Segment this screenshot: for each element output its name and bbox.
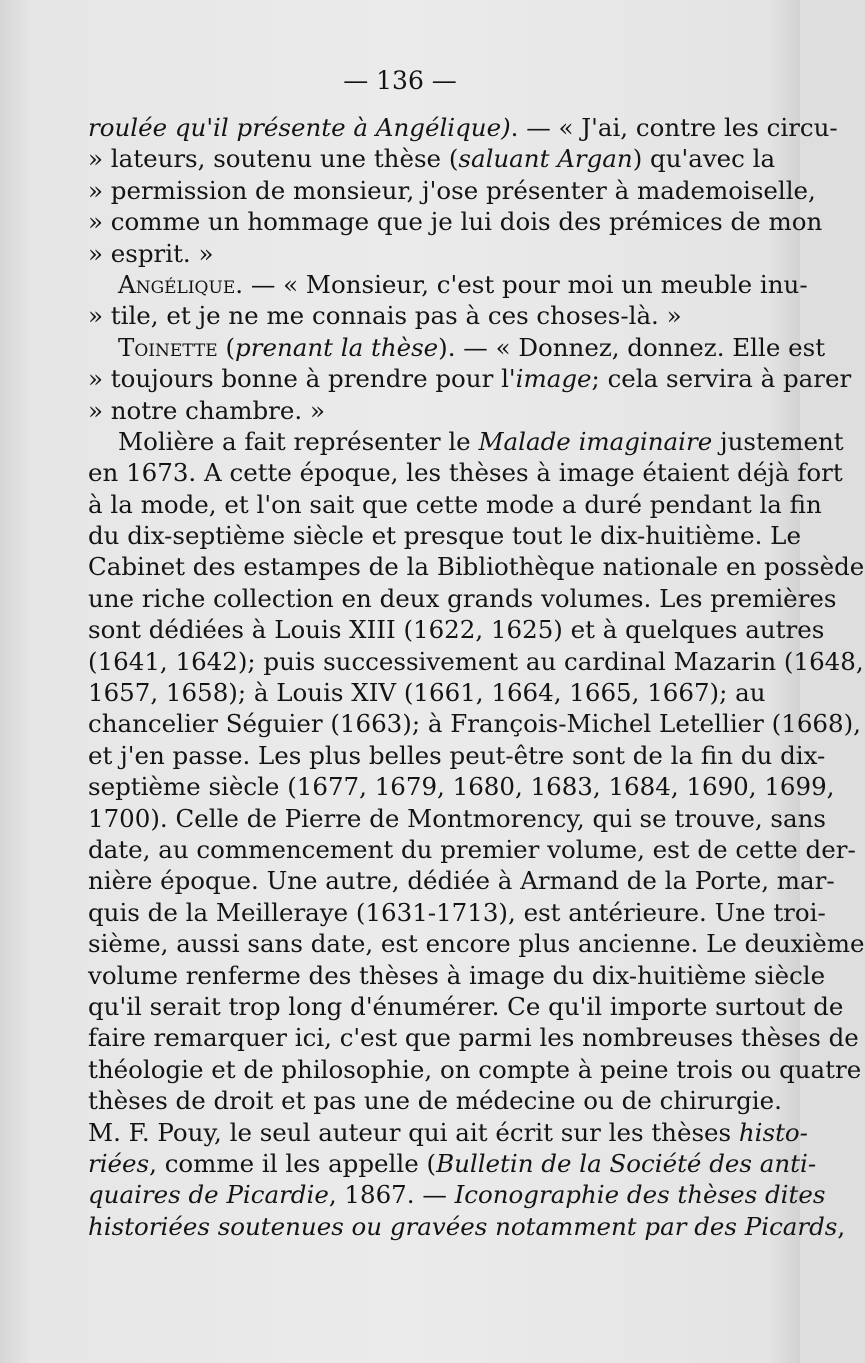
text-line <box>88 395 710 426</box>
text-span: (1641, 1642); puis successivement au cardinal Mazarin (1648, <box>88 646 864 676</box>
text-span: qu'il serait trop long d'énumérer. Ce qu'il importe surtout de <box>88 991 844 1021</box>
italic-text: roulée qu'il présente à Angélique) <box>88 113 511 142</box>
text-line <box>88 332 826 363</box>
text-line <box>88 1179 826 1210</box>
text-span: en 1673. A cette époque, les thèses à image étaient déjà fort <box>88 458 843 488</box>
text-span: une riche collection en deux grands volumes. Les premières <box>88 583 837 613</box>
text-span: 1657, 1658); à Louis XIV (1661, 1664, 1665, 1667); au <box>88 678 766 708</box>
text-span: » tile, et je ne me connais pas à ces choses-là. » <box>88 301 682 331</box>
text-line <box>88 551 865 582</box>
text-span: date, au commencement du premier volume, est de cette der- <box>88 834 856 864</box>
italic-text: prenant la thèse <box>235 332 439 362</box>
text-span: . — « J'ai, contre les circu- <box>510 113 838 142</box>
text-line <box>88 740 826 771</box>
text-span: » comme un hommage que je lui dois des prémices de mon <box>88 207 823 237</box>
text-line <box>88 646 864 677</box>
text-span: à la mode, et l'on sait que cette mode a duré pendant la fin <box>88 489 822 519</box>
text-span: sième, aussi sans date, est encore plus ancienne. Le deuxième <box>88 929 865 959</box>
text-line <box>88 238 710 269</box>
text-span: M. F. Pouy, le seul auteur qui ait écrit sur les thèses <box>88 1117 739 1147</box>
text-span: ( <box>217 332 236 362</box>
text-line <box>88 300 710 331</box>
text-line <box>88 771 835 802</box>
page-number: — 136 — <box>343 66 457 95</box>
speaker-name: Angélique <box>118 269 236 299</box>
text-span: Molière a fait représenter le <box>118 426 479 456</box>
italic-text: histo- <box>738 1117 808 1147</box>
italic-text: riées <box>88 1148 150 1178</box>
text-span: ). — « Donnez, donnez. Elle est <box>438 332 826 362</box>
text-span: théologie et de philosophie, on compte à peine trois ou quatre <box>88 1054 862 1084</box>
text-span: » toujours bonne à prendre pour l' <box>88 364 516 394</box>
text-line <box>88 457 843 488</box>
text-span: chancelier Séguier (1663); à François-Michel Letellier (1668), <box>88 709 861 739</box>
text-line <box>88 1022 859 1053</box>
text-line <box>88 803 826 834</box>
body-text <box>88 112 865 1242</box>
text-span: , <box>837 1211 846 1241</box>
text-line <box>88 175 816 206</box>
text-line <box>88 1085 782 1116</box>
text-line <box>88 614 825 645</box>
text-span: thèses de droit et pas une de médecine ou de chirurgie. <box>88 1086 782 1116</box>
text-span: » lateurs, soutenu une thèse ( <box>88 144 459 174</box>
text-line <box>88 206 823 237</box>
text-line <box>88 426 844 457</box>
italic-text: Iconographie des thèses dites <box>454 1180 826 1210</box>
italic-text: Malade imaginaire <box>478 426 713 456</box>
text-line <box>88 897 826 928</box>
text-span: sont dédiées à Louis XIII (1622, 1625) et à quelques autres <box>88 615 825 645</box>
text-line <box>88 677 766 708</box>
text-line <box>88 520 801 551</box>
text-line <box>88 112 838 143</box>
text-line <box>88 1054 862 1085</box>
text-span: » esprit. » <box>88 238 214 268</box>
text-line <box>88 269 808 300</box>
text-span: » notre chambre. » <box>88 395 325 425</box>
text-line <box>88 960 826 991</box>
text-line <box>88 143 776 174</box>
text-line <box>88 1148 817 1179</box>
italic-text: historiées soutenues ou gravées notamment par des Picards <box>88 1211 838 1241</box>
text-span: justement <box>712 426 844 456</box>
speaker-name: Toinette <box>118 332 218 362</box>
text-span: septième siècle (1677, 1679, 1680, 1683, 1684, 1690, 1699, <box>88 772 835 802</box>
text-span: quis de la Meilleraye (1631-1713), est antérieure. Une troi- <box>88 897 826 927</box>
text-span: Cabinet des estampes de la Bibliothèque nationale en possède <box>88 552 865 582</box>
text-span: faire remarquer ici, c'est que parmi les nombreuses thèses de <box>88 1023 859 1053</box>
text-span: ; cela servira à parer <box>591 364 852 394</box>
italic-text: saluant Argan <box>458 144 633 174</box>
text-span: du dix-septième siècle et presque tout le dix-huitième. Le <box>88 521 801 551</box>
text-line <box>88 834 856 865</box>
text-span: volume renferme des thèses à image du dix-huitième siècle <box>88 960 826 990</box>
text-span: » permission de monsieur, j'ose présenter à mademoiselle, <box>88 175 816 205</box>
text-line <box>88 865 835 896</box>
italic-text: quaires de Picardie <box>88 1180 329 1210</box>
text-line <box>88 363 852 394</box>
text-line <box>88 583 837 614</box>
text-line <box>88 1117 808 1148</box>
text-line <box>88 928 865 959</box>
text-line <box>88 708 861 739</box>
text-span: , 1867. — <box>328 1180 455 1210</box>
text-line <box>88 489 822 520</box>
text-span: et j'en passe. Les plus belles peut-être sont de la fin du dix- <box>88 740 826 770</box>
text-span: . — « Monsieur, c'est pour moi un meuble inu- <box>235 269 808 299</box>
italic-text: image <box>515 364 592 394</box>
text-span: ) qu'avec la <box>632 144 776 174</box>
text-span: 1700). Celle de Pierre de Montmorency, qui se trouve, sans <box>88 803 826 833</box>
text-span: , comme il les appelle ( <box>149 1148 437 1178</box>
text-line <box>88 991 844 1022</box>
text-line <box>88 1211 846 1242</box>
italic-text: Bulletin de la Société des anti- <box>436 1148 817 1178</box>
text-span: nière époque. Une autre, dédiée à Armand de la Porte, mar- <box>88 866 835 896</box>
